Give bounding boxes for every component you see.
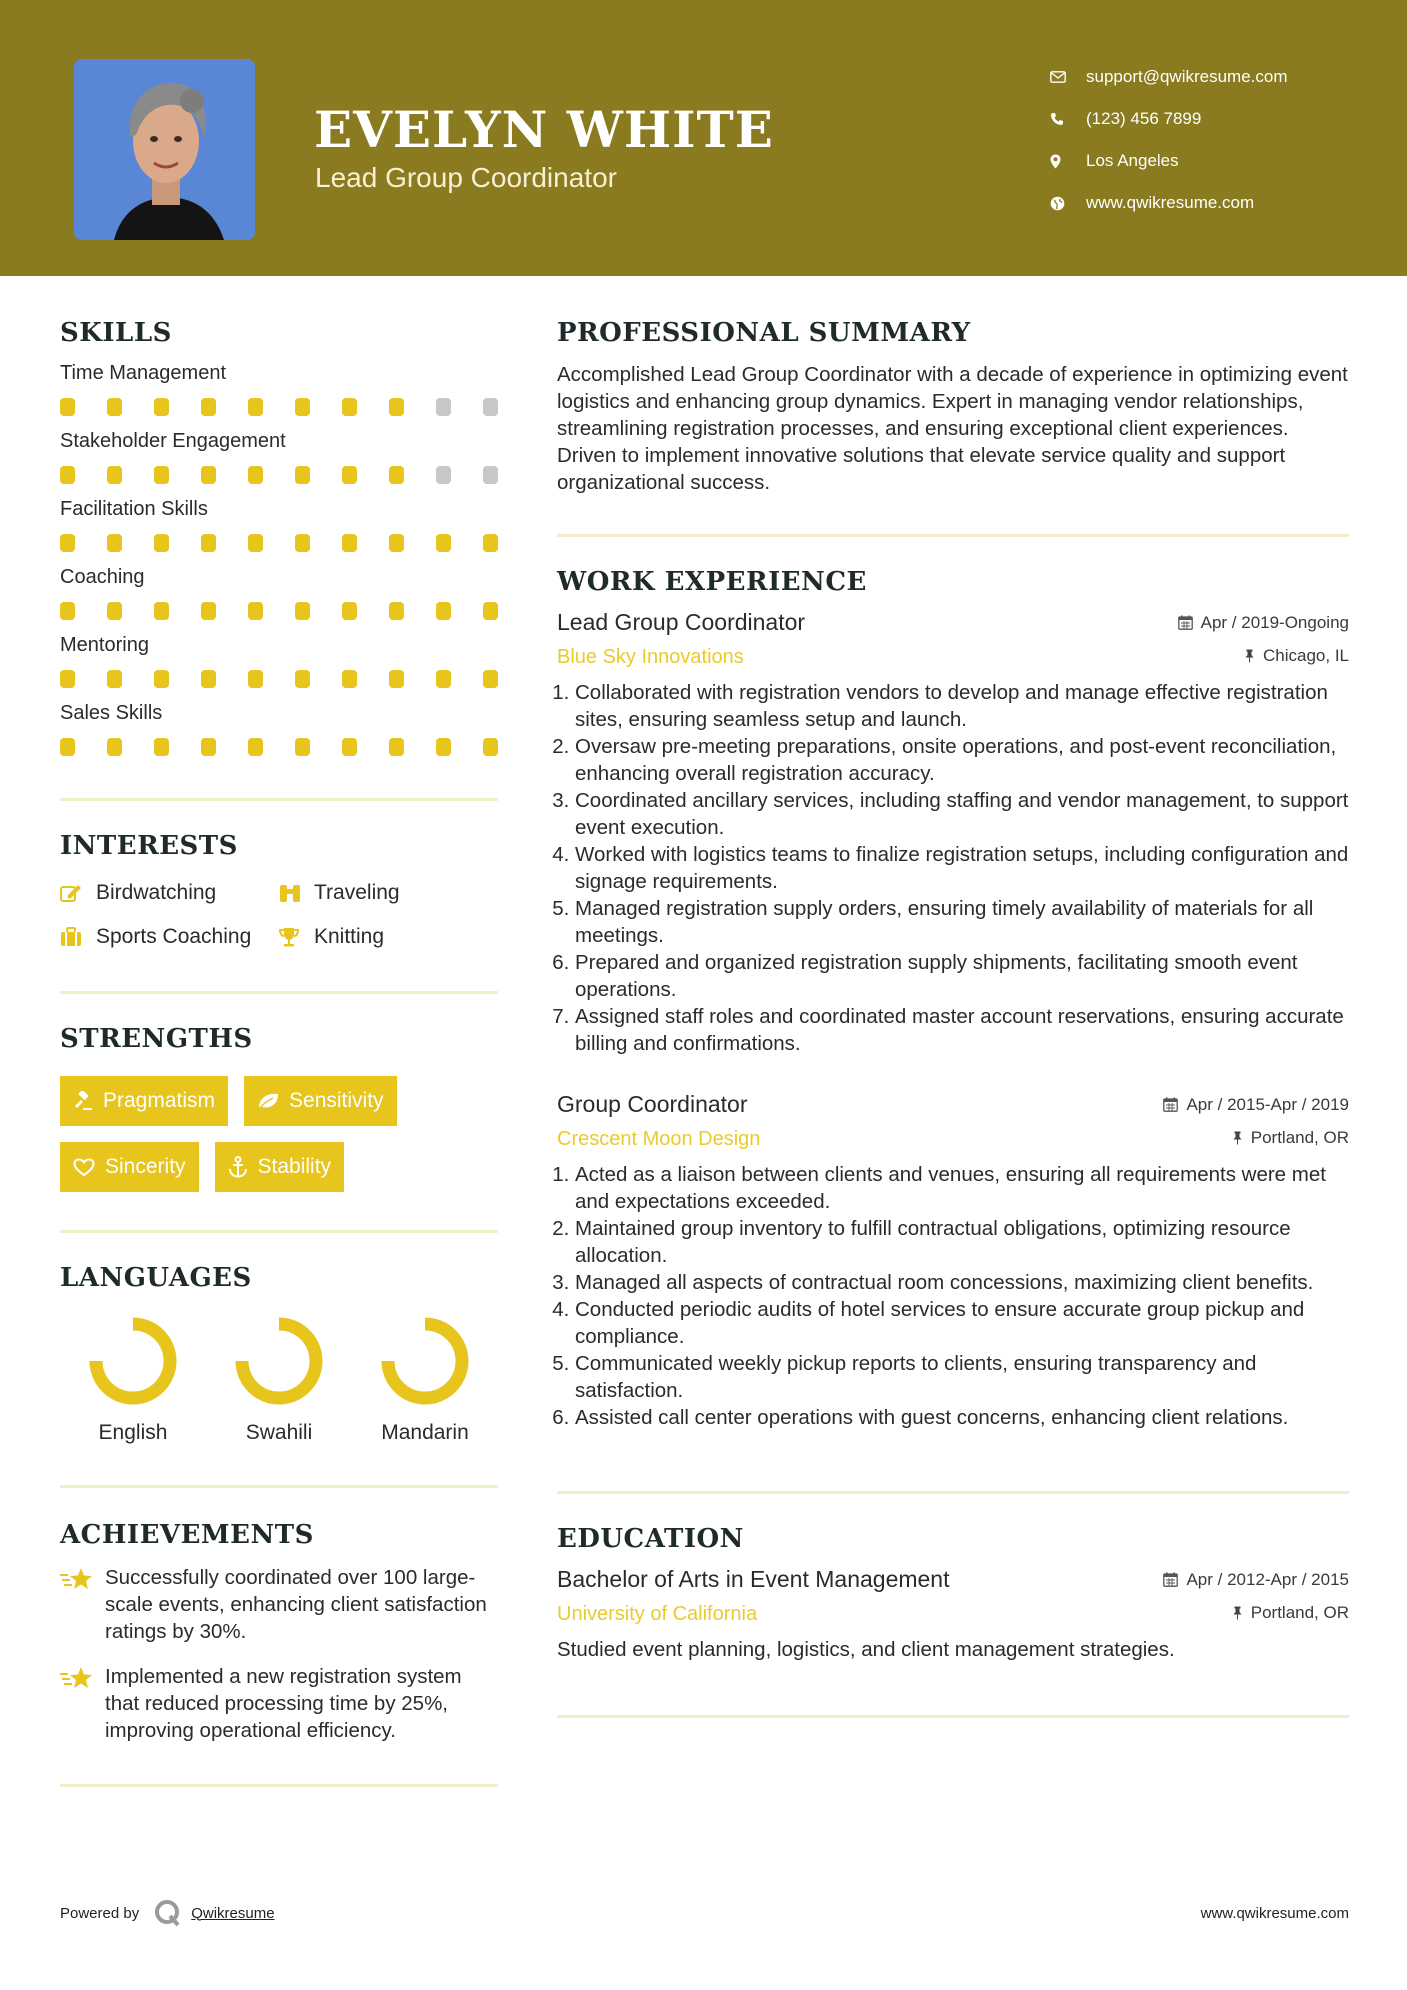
candidate-role: Lead Group Coordinator — [315, 162, 617, 193]
interest-item — [60, 881, 278, 905]
skill-dot-filled — [201, 466, 216, 484]
skill-dot-filled — [248, 466, 263, 484]
job-bullet: 4. Conducted periodic audits of hotel services to ensure accurate group pickup and compliance. — [575, 1296, 1349, 1350]
job-bullets — [557, 1161, 1349, 1431]
job-bullets — [557, 679, 1349, 1057]
skill-rating — [60, 398, 498, 416]
interest-label: Traveling — [314, 881, 400, 904]
skill-item — [60, 566, 498, 620]
section-divider — [557, 534, 1349, 537]
skill-name: Mentoring — [60, 634, 149, 656]
qwikresume-logo-icon — [153, 1898, 183, 1928]
skill-dot-filled — [436, 602, 451, 620]
job-company: Blue Sky Innovations — [557, 646, 744, 668]
contact-website[interactable] — [1050, 182, 1288, 224]
languages-title: LANGUAGES — [60, 1263, 252, 1293]
skill-dot-filled — [248, 738, 263, 756]
pin-icon — [1244, 649, 1255, 663]
job-bullet: 3. Coordinated ancillary services, including staffing and vendor management, to support event execution. — [575, 787, 1349, 841]
skill-name: Time Management — [60, 362, 226, 384]
skill-dot-filled — [436, 738, 451, 756]
job-bullet: 1. Collaborated with registration vendors to develop and manage effective registration sites, ensuring seamless setup and launch. — [575, 679, 1349, 733]
skill-dot-filled — [60, 670, 75, 688]
skill-item — [60, 430, 498, 484]
job-entry — [557, 609, 1349, 1057]
skill-dot-filled — [342, 670, 357, 688]
contact-list — [1050, 56, 1288, 224]
section-divider — [60, 1485, 498, 1488]
contact-location-text: Los Angeles — [1086, 151, 1179, 170]
skill-dot-filled — [154, 534, 169, 552]
contact-website-text: www.qwikresume.com — [1086, 193, 1255, 212]
education-location — [1232, 1603, 1349, 1623]
language-gauge — [379, 1315, 471, 1407]
skill-dot-filled — [107, 534, 122, 552]
anchor-icon — [228, 1156, 248, 1178]
skill-dot-filled — [248, 534, 263, 552]
skill-item — [60, 634, 498, 688]
language-item — [352, 1315, 498, 1445]
languages-list — [60, 1315, 498, 1445]
interests-list — [60, 881, 498, 949]
skill-dot-filled — [107, 670, 122, 688]
language-item — [206, 1315, 352, 1445]
skill-name: Coaching — [60, 566, 145, 588]
right-column — [557, 318, 1349, 1718]
skill-dot-filled — [342, 466, 357, 484]
education-title: EDUCATION — [557, 1524, 744, 1554]
education-description: Studied event planning, logistics, and client management strategies. — [557, 1638, 1175, 1661]
contact-phone-text: (123) 456 7899 — [1086, 109, 1202, 128]
calendar-icon — [1163, 1097, 1178, 1112]
skill-dot-filled — [295, 534, 310, 552]
job-location-text: Portland, OR — [1250, 1128, 1349, 1147]
achievement-item — [60, 1564, 498, 1645]
skills-list — [60, 362, 498, 756]
language-name: Swahili — [245, 1421, 313, 1444]
leaf-icon — [257, 1092, 279, 1110]
section-divider — [557, 1491, 1349, 1494]
job-location — [1232, 1128, 1349, 1148]
section-divider — [60, 991, 498, 994]
job-dates — [1163, 1095, 1349, 1115]
skill-dot-empty — [436, 398, 451, 416]
achievements-list — [60, 1564, 498, 1744]
job-entry — [557, 1091, 1349, 1431]
skill-dot-filled — [60, 534, 75, 552]
skill-rating — [60, 534, 498, 552]
skill-dot-filled — [483, 602, 498, 620]
skill-dot-filled — [201, 602, 216, 620]
skill-dot-filled — [107, 466, 122, 484]
school-name: University of California — [557, 1603, 758, 1625]
section-divider — [60, 1230, 498, 1233]
skill-item — [60, 362, 498, 416]
achievement-item — [60, 1663, 498, 1744]
skill-rating — [60, 602, 498, 620]
section-divider — [557, 1715, 1349, 1718]
summary-text: Accomplished Lead Group Coordinator with a decade of experience in optimizing event logistics and enhancing group dynamics. Expert in managing vendor relationships, streamlining registration processes, and ensuring exceptional client experiences. Driven to implement innovative solutions that elevate service quality and support organizational success. — [557, 363, 1348, 494]
strength-tag — [244, 1076, 397, 1126]
job-bullet: 3. Managed all aspects of contractual room concessions, maximizing client benefits. — [575, 1269, 1349, 1296]
skill-rating — [60, 738, 498, 756]
skill-dot-filled — [483, 670, 498, 688]
powered-label: Powered by — [60, 1904, 140, 1922]
contact-email[interactable] — [1050, 56, 1288, 98]
strength-tag — [215, 1142, 345, 1192]
degree-title: Bachelor of Arts in Event Management — [557, 1566, 950, 1592]
education-entry — [557, 1566, 1349, 1663]
job-bullet: 7. Assigned staff roles and coordinated master account reservations, ensuring accurate billing and confirmations. — [575, 1003, 1349, 1057]
skill-dot-filled — [342, 602, 357, 620]
job-bullet: 5. Managed registration supply orders, ensuring timely availability of materials for all meetings. — [575, 895, 1349, 949]
skill-dot-filled — [60, 398, 75, 416]
skill-dot-empty — [483, 466, 498, 484]
location-icon — [1050, 154, 1086, 169]
language-gauge — [87, 1315, 179, 1407]
language-level-arc — [96, 1324, 170, 1398]
heart-icon — [73, 1158, 95, 1177]
contact-phone[interactable] — [1050, 98, 1288, 140]
job-dates-text: Apr / 2019-Ongoing — [1200, 612, 1349, 632]
gavel-icon — [73, 1091, 93, 1111]
skill-dot-filled — [483, 534, 498, 552]
experience-title: WORK EXPERIENCE — [557, 567, 867, 597]
skill-dot-filled — [389, 398, 404, 416]
skill-dot-filled — [295, 466, 310, 484]
skill-dot-filled — [154, 670, 169, 688]
pin-icon — [1232, 1131, 1243, 1145]
job-title: Lead Group Coordinator — [557, 609, 806, 635]
strength-label: Sensitivity — [289, 1089, 384, 1112]
skill-dot-filled — [436, 534, 451, 552]
language-level-arc — [388, 1324, 462, 1398]
skill-dot-filled — [107, 738, 122, 756]
binoculars-icon — [278, 883, 314, 903]
skill-dot-filled — [154, 738, 169, 756]
skill-dot-filled — [201, 670, 216, 688]
job-title: Group Coordinator — [557, 1091, 748, 1117]
skill-dot-filled — [342, 398, 357, 416]
language-name: English — [98, 1421, 168, 1444]
achievement-text: Successfully coordinated over 100 large-scale events, enhancing client satisfaction ratings by 30%. — [105, 1566, 487, 1643]
job-company: Crescent Moon Design — [557, 1128, 761, 1150]
skill-dot-filled — [295, 602, 310, 620]
skill-dot-filled — [483, 738, 498, 756]
interests-title: INTERESTS — [60, 831, 238, 861]
skill-name: Facilitation Skills — [60, 498, 208, 520]
skill-dot-filled — [436, 670, 451, 688]
skill-dot-filled — [201, 398, 216, 416]
trophy-icon — [278, 927, 314, 947]
skill-dot-filled — [389, 466, 404, 484]
job-bullet: 5. Communicated weekly pickup reports to clients, ensuring transparency and satisfaction. — [575, 1350, 1349, 1404]
achievement-text: Implemented a new registration system that reduced processing time by 25%, improving operational efficiency. — [105, 1665, 462, 1742]
skill-dot-filled — [201, 738, 216, 756]
pin-icon — [1232, 1606, 1243, 1620]
calendar-icon — [1163, 1572, 1178, 1587]
calendar-icon — [1178, 615, 1193, 630]
interest-label: Knitting — [314, 925, 385, 948]
skill-item — [60, 498, 498, 552]
left-column — [60, 318, 498, 1787]
job-dates — [1178, 613, 1349, 633]
education-location-text: Portland, OR — [1250, 1603, 1349, 1622]
job-bullet: 2. Oversaw pre-meeting preparations, onsite operations, and post-event reconciliation, enhancing overall registration accuracy. — [575, 733, 1349, 787]
interest-item — [278, 925, 498, 949]
education-dates — [1163, 1570, 1349, 1590]
interest-label: Birdwatching — [96, 881, 217, 904]
globe-icon — [1050, 196, 1086, 211]
skill-dot-filled — [295, 398, 310, 416]
qwikresume-link[interactable]: Qwikresume — [191, 1904, 275, 1922]
skill-dot-filled — [295, 670, 310, 688]
skill-dot-filled — [201, 534, 216, 552]
language-level-arc — [242, 1324, 316, 1398]
skill-dot-filled — [342, 738, 357, 756]
skill-dot-filled — [248, 602, 263, 620]
skill-dot-filled — [107, 398, 122, 416]
skill-dot-filled — [60, 738, 75, 756]
skill-dot-filled — [154, 466, 169, 484]
skills-title: SKILLS — [60, 318, 172, 348]
summary-title: PROFESSIONAL SUMMARY — [557, 318, 971, 348]
section-divider — [60, 1784, 498, 1787]
candidate-name: EVELYN WHITE — [314, 100, 774, 159]
skill-rating — [60, 466, 498, 484]
skill-name: Stakeholder Engagement — [60, 430, 286, 452]
skill-dot-empty — [436, 466, 451, 484]
strength-label: Pragmatism — [103, 1089, 216, 1112]
skill-dot-filled — [60, 602, 75, 620]
strength-label: Sincerity — [105, 1155, 186, 1178]
skill-dot-empty — [483, 398, 498, 416]
profile-photo — [74, 59, 255, 240]
skill-dot-filled — [154, 398, 169, 416]
job-bullet: 6. Assisted call center operations with guest concerns, enhancing client relations. — [575, 1404, 1349, 1431]
job-bullet: 2. Maintained group inventory to fulfill contractual obligations, optimizing resource allocation. — [575, 1215, 1349, 1269]
job-bullet: 1. Acted as a liaison between clients and venues, ensuring all requirements were met and expectations exceeded. — [575, 1161, 1349, 1215]
skill-rating — [60, 670, 498, 688]
pencil-square-icon — [60, 883, 96, 903]
education-dates-text: Apr / 2012-Apr / 2015 — [1186, 1569, 1349, 1589]
achievements-title: ACHIEVEMENTS — [60, 1520, 314, 1550]
job-bullet: 6. Prepared and organized registration supply shipments, facilitating smooth event operations. — [575, 949, 1349, 1003]
skill-dot-filled — [389, 738, 404, 756]
skill-dot-filled — [248, 398, 263, 416]
resume-header — [0, 0, 1407, 276]
envelope-icon — [1050, 71, 1086, 83]
skill-dot-filled — [295, 738, 310, 756]
strength-tag — [60, 1142, 199, 1192]
section-divider — [60, 798, 498, 801]
interest-item — [60, 925, 278, 949]
interest-item — [278, 881, 498, 905]
footer-url[interactable]: www.qwikresume.com — [1200, 1904, 1349, 1922]
job-location-text: Chicago, IL — [1263, 646, 1349, 665]
powered-by — [60, 1898, 275, 1928]
shooting-star-icon — [60, 1564, 105, 1645]
skill-dot-filled — [154, 602, 169, 620]
strength-label: Stability — [257, 1155, 332, 1178]
skill-dot-filled — [389, 602, 404, 620]
language-gauge — [233, 1315, 325, 1407]
language-name: Mandarin — [381, 1421, 469, 1444]
skill-dot-filled — [248, 670, 263, 688]
job-bullet: 4. Worked with logistics teams to finalize registration setups, including configuration and signage requirements. — [575, 841, 1349, 895]
skill-dot-filled — [389, 534, 404, 552]
strengths-title: STRENGTHS — [60, 1024, 253, 1054]
phone-icon — [1050, 112, 1086, 126]
skill-item — [60, 702, 498, 756]
skill-dot-filled — [107, 602, 122, 620]
contact-location — [1050, 140, 1288, 182]
skill-dot-filled — [60, 466, 75, 484]
shooting-star-icon — [60, 1663, 105, 1744]
skill-name: Sales Skills — [60, 702, 163, 724]
contact-email-text: support@qwikresume.com — [1086, 67, 1288, 86]
briefcase-icon — [60, 927, 96, 947]
job-dates-text: Apr / 2015-Apr / 2019 — [1186, 1094, 1349, 1114]
skill-dot-filled — [389, 670, 404, 688]
strengths-list — [60, 1076, 498, 1192]
interest-label: Sports Coaching — [96, 925, 252, 948]
language-item — [60, 1315, 206, 1445]
strength-tag — [60, 1076, 228, 1126]
skill-dot-filled — [342, 534, 357, 552]
job-location — [1244, 646, 1349, 666]
page-footer — [60, 1898, 1349, 1928]
